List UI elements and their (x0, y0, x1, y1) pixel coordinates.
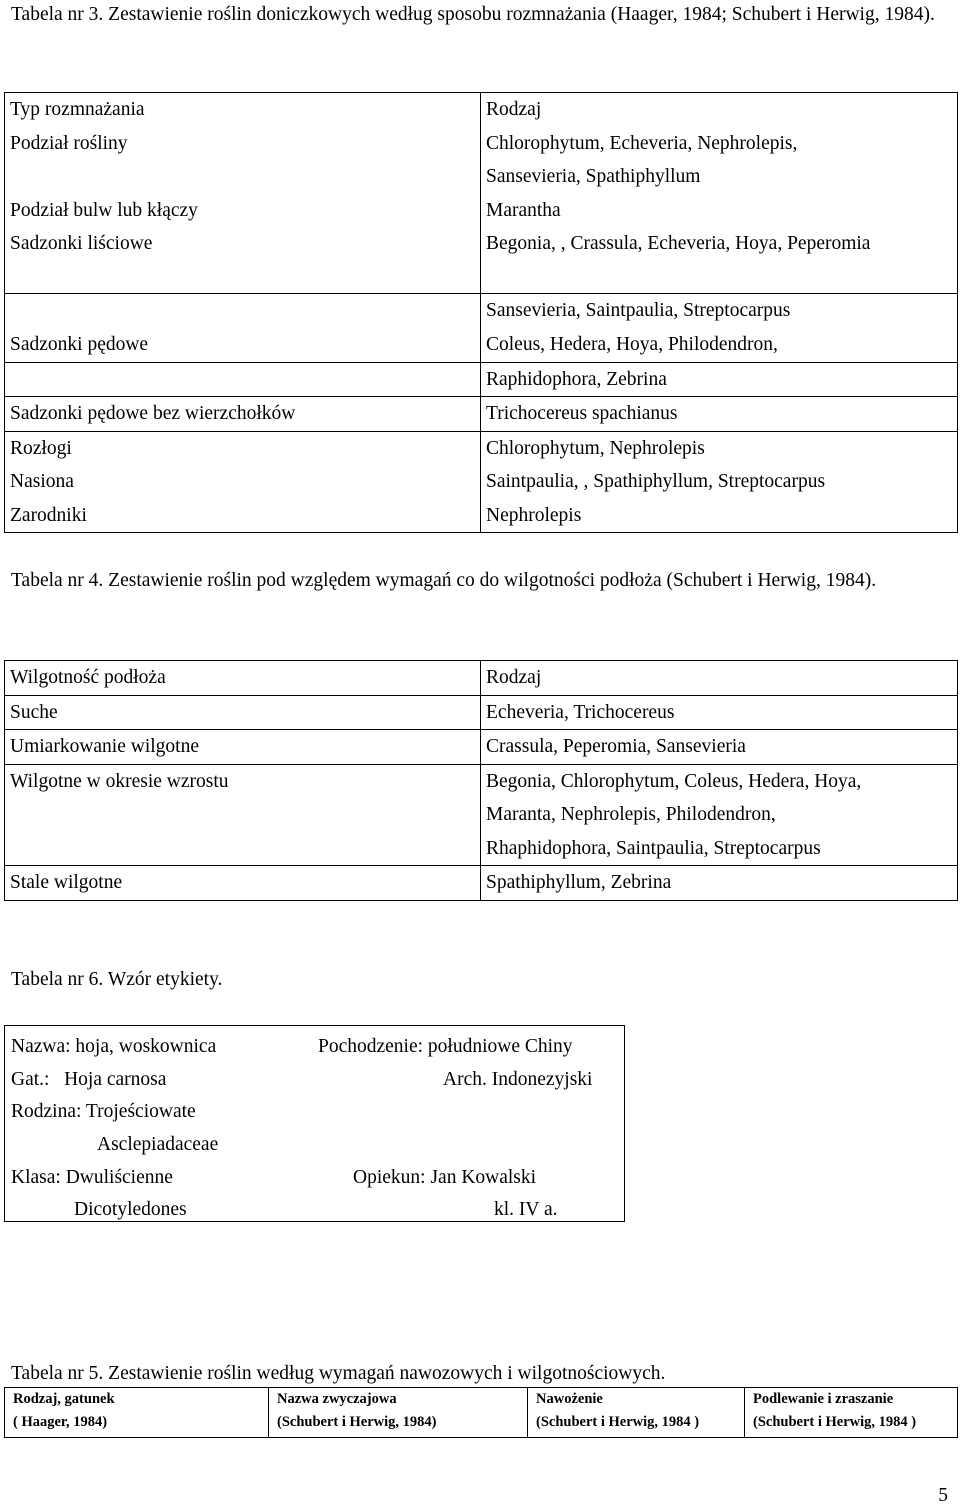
label-class: Klasa: Dwuliścienne (11, 1167, 173, 1188)
table4-header-label: Wilgotność podłoża (10, 667, 166, 688)
table3-row-value: Chlorophytum, Echeveria, Nephrolepis, (486, 132, 798, 154)
table4-row-label: Stale wilgotne (10, 872, 123, 893)
table5-header-title: Nazwa zwyczajowa (277, 1391, 397, 1407)
table4-row-value: Maranta, Nephrolepis, Philodendron, (486, 804, 776, 825)
table3-row-value: Sansevieria, Saintpaulia, Streptocarpus (486, 300, 791, 321)
table5-header-col4 (745, 1388, 958, 1438)
table4-header-col2 (481, 661, 958, 696)
table3-row-value: Saintpaulia, , Spathiphyllum, Streptocarpus (486, 471, 826, 492)
table4-row (481, 764, 958, 866)
label-class-latin: Dicotyledones (74, 1199, 187, 1220)
label-guardian: Opiekun: Jan Kowalski (353, 1167, 537, 1188)
table5-header-source: (Schubert i Herwig, 1984) (277, 1414, 437, 1430)
table4-row-value: Spathiphyllum, Zebrina (486, 872, 672, 893)
table3-header-col1: Typ rozmnażania (10, 99, 145, 120)
table4-row (481, 730, 958, 765)
table3-col2-sub (481, 294, 958, 363)
label-name: Nazwa: hoja, woskownica (11, 1036, 217, 1057)
table5-header-title: Nawożenie (536, 1391, 603, 1407)
table3-row (481, 397, 958, 432)
table3-row-label: Podział rośliny (10, 132, 128, 154)
label-origin2: Arch. Indonezyjski (443, 1069, 593, 1090)
table3-row-value: Coleus, Hedera, Hoya, Philodendron, (486, 333, 778, 355)
table3-row-label: Podział bulw lub kłączy (10, 199, 198, 221)
table4-row-value: Crassula, Peperomia, Sansevieria (486, 736, 746, 757)
table3-row-label: Sadzonki pędowe (10, 334, 149, 355)
label-family: Rodzina: Trojeściowate (11, 1101, 196, 1122)
table5-header-source: (Schubert i Herwig, 1984 ) (753, 1414, 917, 1430)
table4-row-value: Begonia, Chlorophytum, Coleus, Hedera, Hoya, (486, 770, 862, 792)
table3-row-value: Trichocereus spachianus (486, 403, 678, 424)
table4-row (5, 764, 481, 866)
table5-header-source: ( Haager, 1984) (13, 1414, 108, 1430)
table3-col2-gap (481, 362, 958, 397)
table3-row-value: Begonia, , Crassula, Echeveria, Hoya, Peperomia (486, 233, 871, 254)
table3-row-value: Sansevieria, Spathiphyllum (486, 166, 701, 187)
table3-caption: Tabela nr 3. Zestawienie roślin doniczkowych według sposobu rozmnażania (Haager, 1984; Schubert i Herwig, 1984). (11, 4, 935, 25)
table5-header-col1 (5, 1388, 269, 1438)
table3-row-value: Nephrolepis (486, 504, 582, 526)
table3-col1-gap (5, 362, 481, 397)
page-number: 5 (938, 1485, 948, 1506)
table6-caption: Tabela nr 6. Wzór etykiety. (11, 969, 223, 990)
table5-header-title: Podlewanie i zraszanie (753, 1391, 894, 1407)
table4-row (5, 695, 481, 730)
table4-header-col1 (5, 661, 481, 696)
table4-row (481, 866, 958, 901)
table4-row-label: Wilgotne w okresie wzrostu (10, 770, 229, 792)
table4-row (5, 866, 481, 901)
table3 (4, 92, 958, 533)
table3-col2-tail (481, 431, 958, 533)
label-species: Gat.: Hoja carnosa (11, 1069, 167, 1090)
table3-row-label: Rozłogi (10, 437, 72, 459)
table5-header-col3 (528, 1388, 745, 1438)
table5-header-source: (Schubert i Herwig, 1984 ) (536, 1414, 700, 1430)
table3-row-label: Nasiona (10, 471, 74, 492)
table4 (4, 660, 958, 901)
table4-row-label: Suche (10, 701, 58, 723)
table3-row-value: Chlorophytum, Nephrolepis (486, 437, 705, 459)
table5-header-title: Rodzaj, gatunek (13, 1391, 115, 1407)
table4-row-label: Umiarkowanie wilgotne (10, 736, 199, 757)
table3-col1-tail (5, 431, 481, 533)
table5-caption: Tabela nr 5. Zestawienie roślin według wymagań nawozowych i wilgotnościowych. (11, 1363, 666, 1384)
table4-row-value: Echeveria, Trichocereus (486, 701, 675, 723)
table3-row-value: Marantha (486, 199, 561, 221)
table3-col1 (5, 93, 481, 294)
table3-row-value: Raphidophora, Zebrina (486, 368, 667, 390)
table4-row (481, 695, 958, 730)
label-template (4, 1025, 625, 1222)
table3-row-label: Zarodniki (10, 504, 87, 526)
table3-row-label: Sadzonki pędowe bez wierzchołków (10, 403, 296, 424)
table3-row-label: Sadzonki liściowe (10, 233, 153, 254)
table3-header-col2: Rodzaj (486, 99, 542, 120)
table3-col1-sub (5, 294, 481, 363)
label-family-latin: Asclepiadaceae (97, 1134, 219, 1155)
table3-row (5, 397, 481, 432)
table4-row (5, 730, 481, 765)
table3-col2 (481, 93, 958, 294)
table5 (4, 1387, 958, 1438)
table4-header-label: Rodzaj (486, 667, 542, 688)
label-grade: kl. IV a. (494, 1199, 558, 1220)
table4-row-value: Rhaphidophora, Saintpaulia, Streptocarpus (486, 837, 821, 859)
table5-header-col2 (269, 1388, 528, 1438)
label-origin: Pochodzenie: południowe Chiny (318, 1036, 573, 1057)
table4-caption: Tabela nr 4. Zestawienie roślin pod względem wymagań co do wilgotności podłoża (Schubert i Herwig, 1984). (11, 570, 877, 591)
